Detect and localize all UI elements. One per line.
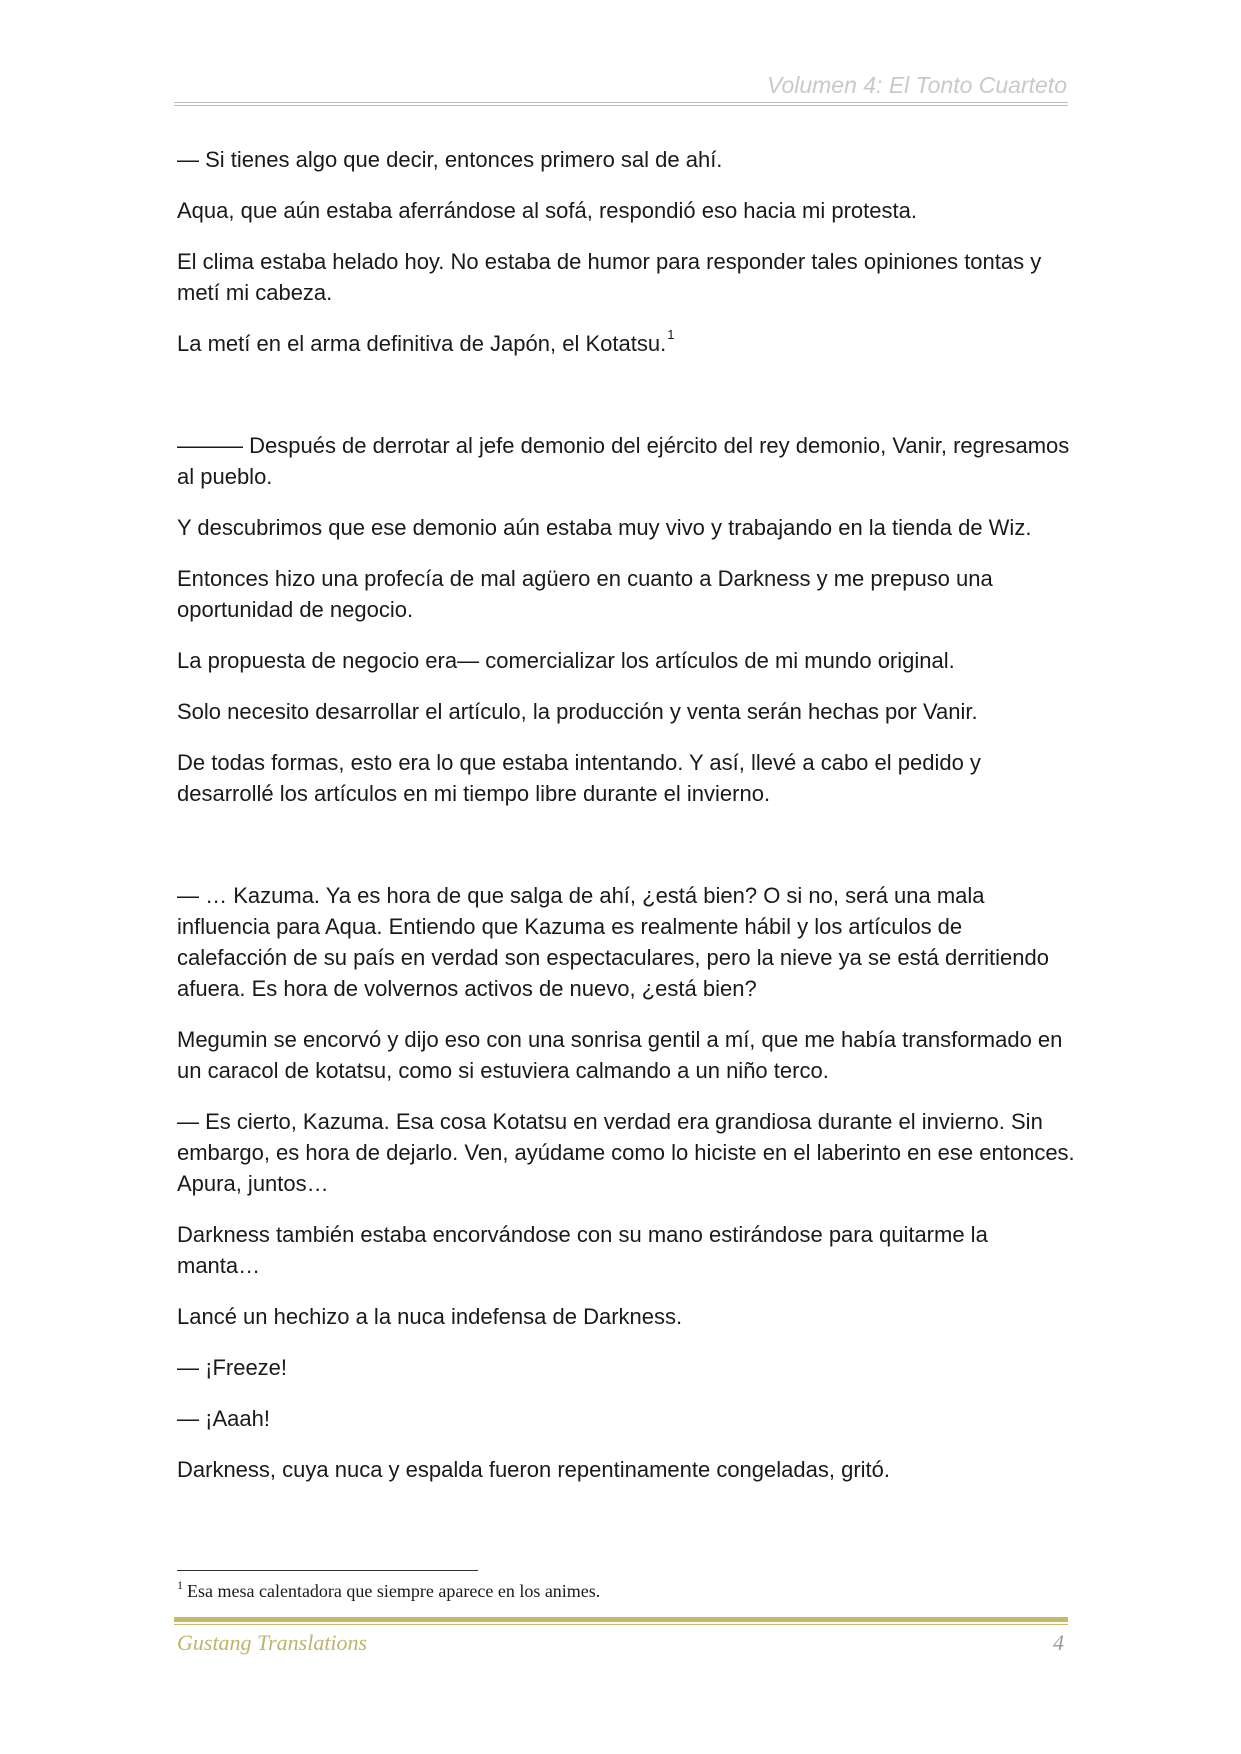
footer-divider-thin [174, 1624, 1068, 1625]
paragraph-with-footnote [177, 328, 1077, 359]
footnote-reference[interactable]: 1 [667, 327, 675, 342]
footnote-separator [177, 1570, 478, 1571]
paragraph: — ¡Aaah! [177, 1406, 270, 1431]
paragraph: Solo necesito desarrollar el artículo, la producción y venta serán hechas por Vanir. [177, 699, 978, 724]
page-number: 4 [1053, 1630, 1064, 1655]
paragraph: Lancé un hechizo a la nuca indefensa de Darkness. [177, 1304, 683, 1329]
paragraph: — ¡Freeze! [177, 1355, 288, 1380]
paragraph: Darkness también estaba encorvándose con su mano estirándose para quitarme la manta… [177, 1222, 988, 1278]
paragraph: — Es cierto, Kazuma. Esa cosa Kotatsu en verdad era grandiosa durante el invierno. Sin embargo, es hora de dejarlo. Ven, ayúdame como lo hiciste en el laberinto en ese entonces. Apura, juntos… [177, 1109, 1075, 1196]
running-header-title: Volumen 4: El Tonto Cuarteto [766, 72, 1067, 98]
header-divider [174, 102, 1068, 106]
paragraph: La propuesta de negocio era— comercializar los artículos de mi mundo original. [177, 648, 955, 673]
paragraph: — … Kazuma. Ya es hora de que salga de ahí, ¿está bien? O si no, será una mala influencia para Aqua. Entiendo que Kazuma es realmente hábil y los artículos de calefacción de su país en verdad son espectaculares, pero la nieve ya se está derritiendo afuera. Es hora de volvernos activos de nuevo, ¿está bien? [177, 883, 1049, 1001]
footer-publisher: Gustang Translations [177, 1630, 368, 1655]
footnote-text: Esa mesa calentadora que siempre aparece en los animes. [187, 1581, 601, 1601]
section-break [177, 379, 1077, 430]
section-break [177, 829, 1077, 880]
page-body [177, 144, 1077, 1505]
paragraph: El clima estaba helado hoy. No estaba de humor para responder tales opiniones tontas y metí mi cabeza. [177, 249, 1042, 305]
paragraph: De todas formas, esto era lo que estaba intentando. Y así, llevé a cabo el pedido y desarrollé los artículos en mi tiempo libre durante el invierno. [177, 750, 981, 806]
paragraph: Aqua, que aún estaba aferrándose al sofá, respondió eso hacia mi protesta. [177, 198, 917, 223]
paragraph: Entonces hizo una profecía de mal agüero en cuanto a Darkness y me prepuso una oportunidad de negocio. [177, 566, 993, 622]
paragraph: Megumin se encorvó y dijo eso con una sonrisa gentil a mí, que me había transformado en un caracol de kotatsu, como si estuviera calmando a un niño terco. [177, 1027, 1063, 1083]
paragraph: Darkness, cuya nuca y espalda fueron repentinamente congeladas, gritó. [177, 1457, 890, 1482]
paragraph: — Si tienes algo que decir, entonces primero sal de ahí. [177, 147, 723, 172]
paragraph-text: La metí en el arma definitiva de Japón, el Kotatsu. [177, 331, 667, 356]
footer-divider-thick [174, 1617, 1068, 1622]
paragraph: Y descubrimos que ese demonio aún estaba muy vivo y trabajando en la tienda de Wiz. [177, 515, 1032, 540]
footnote [177, 1578, 601, 1602]
paragraph: ——— Después de derrotar al jefe demonio del ejército del rey demonio, Vanir, regresamos al pueblo. [177, 433, 1070, 489]
footnote-number: 1 [177, 1578, 183, 1592]
